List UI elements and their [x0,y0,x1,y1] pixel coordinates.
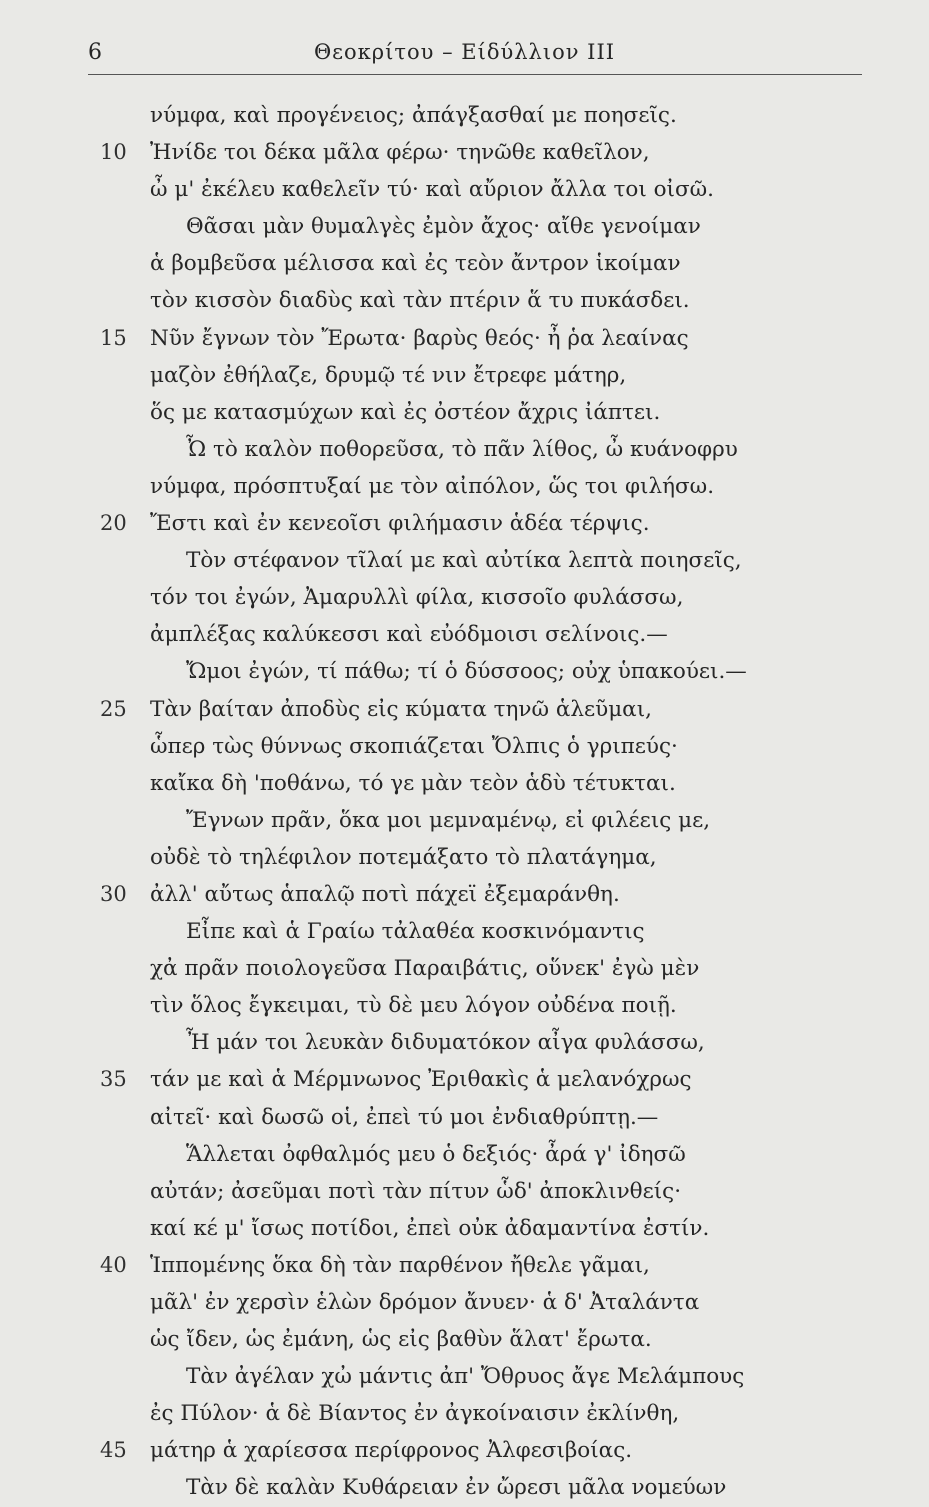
verse-line [0,1358,929,1395]
verse-text: Ἦ μάν τοι λευκὰν διδυματόκον αἶγα φυλάσσω, [186,1030,705,1056]
verse-text: ἐς Πύλον· ἁ δὲ Βίαντος ἐν ἀγκοίναισιν ἐκλίνθη, [150,1401,680,1427]
verse-line [0,357,929,394]
verse-text: Ἔστι καὶ ἐν κενεοῖσι φιλήμασιν ἁδέα τέρψις. [150,511,650,537]
verse-text: τάν με καὶ ἁ Μέρμνωνος Ἐριθακὶς ἁ μελανόχρως [150,1067,692,1093]
line-number: 30 [100,881,127,906]
verse-text: ὡς ἴδεν, ὡς ἐμάνη, ὡς εἰς βαθὺν ἅλατ' ἔρωτα. [150,1327,652,1353]
verse-line [0,282,929,319]
verse-text: τὶν ὅλος ἔγκειμαι, τὺ δὲ μευ λόγον οὐδένα ποιῇ. [150,993,677,1019]
verse-line [0,1395,929,1432]
verse-text: Τὰν ἀγέλαν χὠ μάντις ἀπ' Ὄθρυος ἄγε Μελάμπους [186,1364,745,1390]
verse-line [0,245,929,282]
verse-line [0,505,929,542]
line-number: 20 [100,511,127,536]
verse-line [0,1247,929,1284]
verse-line [0,616,929,653]
line-number: 15 [100,325,127,350]
verse-text: χἀ πρᾶν ποιολογεῦσα Παραιβάτις, οὕνεκ' ἐγὼ μὲν [150,956,700,982]
verse-text: Τὰν δὲ καλὰν Κυθάρειαν ἐν ὤρεσι μᾶλα νομεύων [186,1475,727,1501]
verse-text: οὐδὲ τὸ τηλέφιλον ποτεμάξατο τὸ πλατάγημα, [150,844,657,870]
verse-line [0,394,929,431]
verse-line [0,1173,929,1210]
verse-text: ὦ μ' ἐκέλευ καθελεῖν τύ· καὶ αὔριον ἄλλα τοι οἰσῶ. [150,177,715,203]
verse-text: Ἱππομένης ὅκα δὴ τὰν παρθένον ἤθελε γᾶμαι, [150,1252,650,1278]
header-rule [88,74,862,75]
verse-line [0,913,929,950]
verse-line [0,1284,929,1321]
verse-line [0,876,929,913]
verse-text: Τὰν βαίταν ἀποδὺς εἰς κύματα τηνῶ ἁλεῦμαι, [150,696,652,722]
verse-line [0,765,929,802]
verse-line [0,802,929,839]
verse-line [0,1024,929,1061]
verse-text: καί κέ μ' ἴσως ποτίδοι, ἐπεὶ οὐκ ἀδαμαντίνα ἐστίν. [150,1215,710,1241]
verse-text: Εἶπε καὶ ἁ Γραίω τἀλαθέα κοσκινόμαντις [186,919,645,945]
verse-line [0,839,929,876]
verse-line [0,320,929,357]
verse-line [0,1099,929,1136]
verse-line [0,1136,929,1173]
verse-text: καἴκα δὴ 'ποθάνω, τό γε μὰν τεὸν ἁδὺ τέτυκται. [150,770,676,796]
line-number: 25 [100,696,127,721]
verse-text: ἀλλ' αὔτως ἁπαλῷ ποτὶ πάχεϊ ἐξεμαράνθη. [150,881,620,907]
verse-line [0,134,929,171]
verse-text: ἁ βομβεῦσα μέλισσα καὶ ἐς τεὸν ἄντρον ἱκοίμαν [150,251,681,277]
verse-line [0,1321,929,1358]
line-number: 10 [100,140,127,165]
verse-text: Νῦν ἔγνων τὸν Ἔρωτα· βαρὺς θεός· ἦ ῥα λεαίνας [150,325,689,351]
verse-line [0,1210,929,1247]
poem-text [0,97,929,1507]
verse-text: μαζὸν ἐθήλαζε, δρυμῷ τέ νιν ἔτρεφε μάτηρ, [150,362,627,388]
verse-line [0,653,929,690]
verse-line [0,728,929,765]
verse-text: νύμφα, πρόσπτυξαί με τὸν αἰπόλον, ὥς τοι φιλήσω. [150,473,715,499]
verse-text: Ἅλλεται ὀφθαλμός μευ ὁ δεξιός· ἆρά γ' ἰδησῶ [186,1141,686,1167]
verse-text: Ἔγνων πρᾶν, ὅκα μοι μεμναμένῳ, εἰ φιλέεις με, [186,807,711,833]
verse-line [0,1061,929,1098]
verse-line [0,1469,929,1506]
verse-text: ὧπερ τὼς θύννως σκοπιάζεται Ὄλπις ὁ γριπεύς· [150,733,678,759]
verse-line [0,97,929,134]
verse-line [0,468,929,505]
running-title: Θεοκρίτου – Είδύλλιον III [313,40,616,64]
verse-text: νύμφα, καὶ προγένειος; ἀπάγξασθαί με ποησεῖς. [150,103,677,128]
verse-text: Ὤμοι ἐγών, τί πάθω; τί ὁ δύσσοος; οὐχ ὑπακούει.— [186,659,747,685]
verse-line [0,431,929,468]
verse-text: αὐτάν; ἀσεῦμαι ποτὶ τὰν πίτυν ὧδ' ἀποκλινθείς· [150,1178,682,1204]
verse-text: Τὸν στέφανον τῖλαί με καὶ αὐτίκα λεπτὰ ποιησεῖς, [186,548,742,574]
verse-line [0,691,929,728]
verse-line [0,542,929,579]
verse-line [0,950,929,987]
verse-text: μάτηρ ἁ χαρίεσσα περίφρονος Ἀλφεσιβοίας. [150,1438,633,1464]
line-number: 40 [100,1252,127,1277]
verse-text: μᾶλ' ἐν χερσὶν ἑλὼν δρόμον ἄνυεν· ἁ δ' Ἀταλάντα [150,1290,700,1315]
verse-text: Θᾶσαι μὰν θυμαλγὲς ἐμὸν ἄχος· αἴθε γενοίμαν [186,214,701,240]
verse-text: ὅς με κατασμύχων καὶ ἐς ὀστέον ἄχρις ἰάπτει. [150,399,661,425]
verse-text: Ἠνίδε τοι δέκα μᾶλα φέρω· τηνῶθε καθεῖλον, [150,140,650,166]
verse-text: τόν τοι ἐγών, Ἀμαρυλλὶ φίλα, κισσοῖο φυλάσσω, [150,585,684,611]
page-number: 6 [88,40,102,65]
verse-line [0,987,929,1024]
verse-line [0,579,929,616]
verse-text: τὸν κισσὸν διαδὺς καὶ τὰν πτέριν ἅ τυ πυκάσδει. [150,288,690,314]
verse-line [0,208,929,245]
verse-line [0,1432,929,1469]
verse-line [0,171,929,208]
verse-text: αἰτεῖ· καὶ δωσῶ οἱ, ἐπεὶ τύ μοι ἐνδιαθρύπτῃ.— [150,1104,659,1130]
line-number: 45 [100,1438,127,1463]
verse-text: ἀμπλέξας καλύκεσσι καὶ εὐόδμοισι σελίνοις.— [150,622,668,648]
verse-text: Ὦ τὸ καλὸν ποθορεῦσα, τὸ πᾶν λίθος, ὦ κυάνοφρυ [186,436,738,462]
line-number: 35 [100,1067,127,1092]
